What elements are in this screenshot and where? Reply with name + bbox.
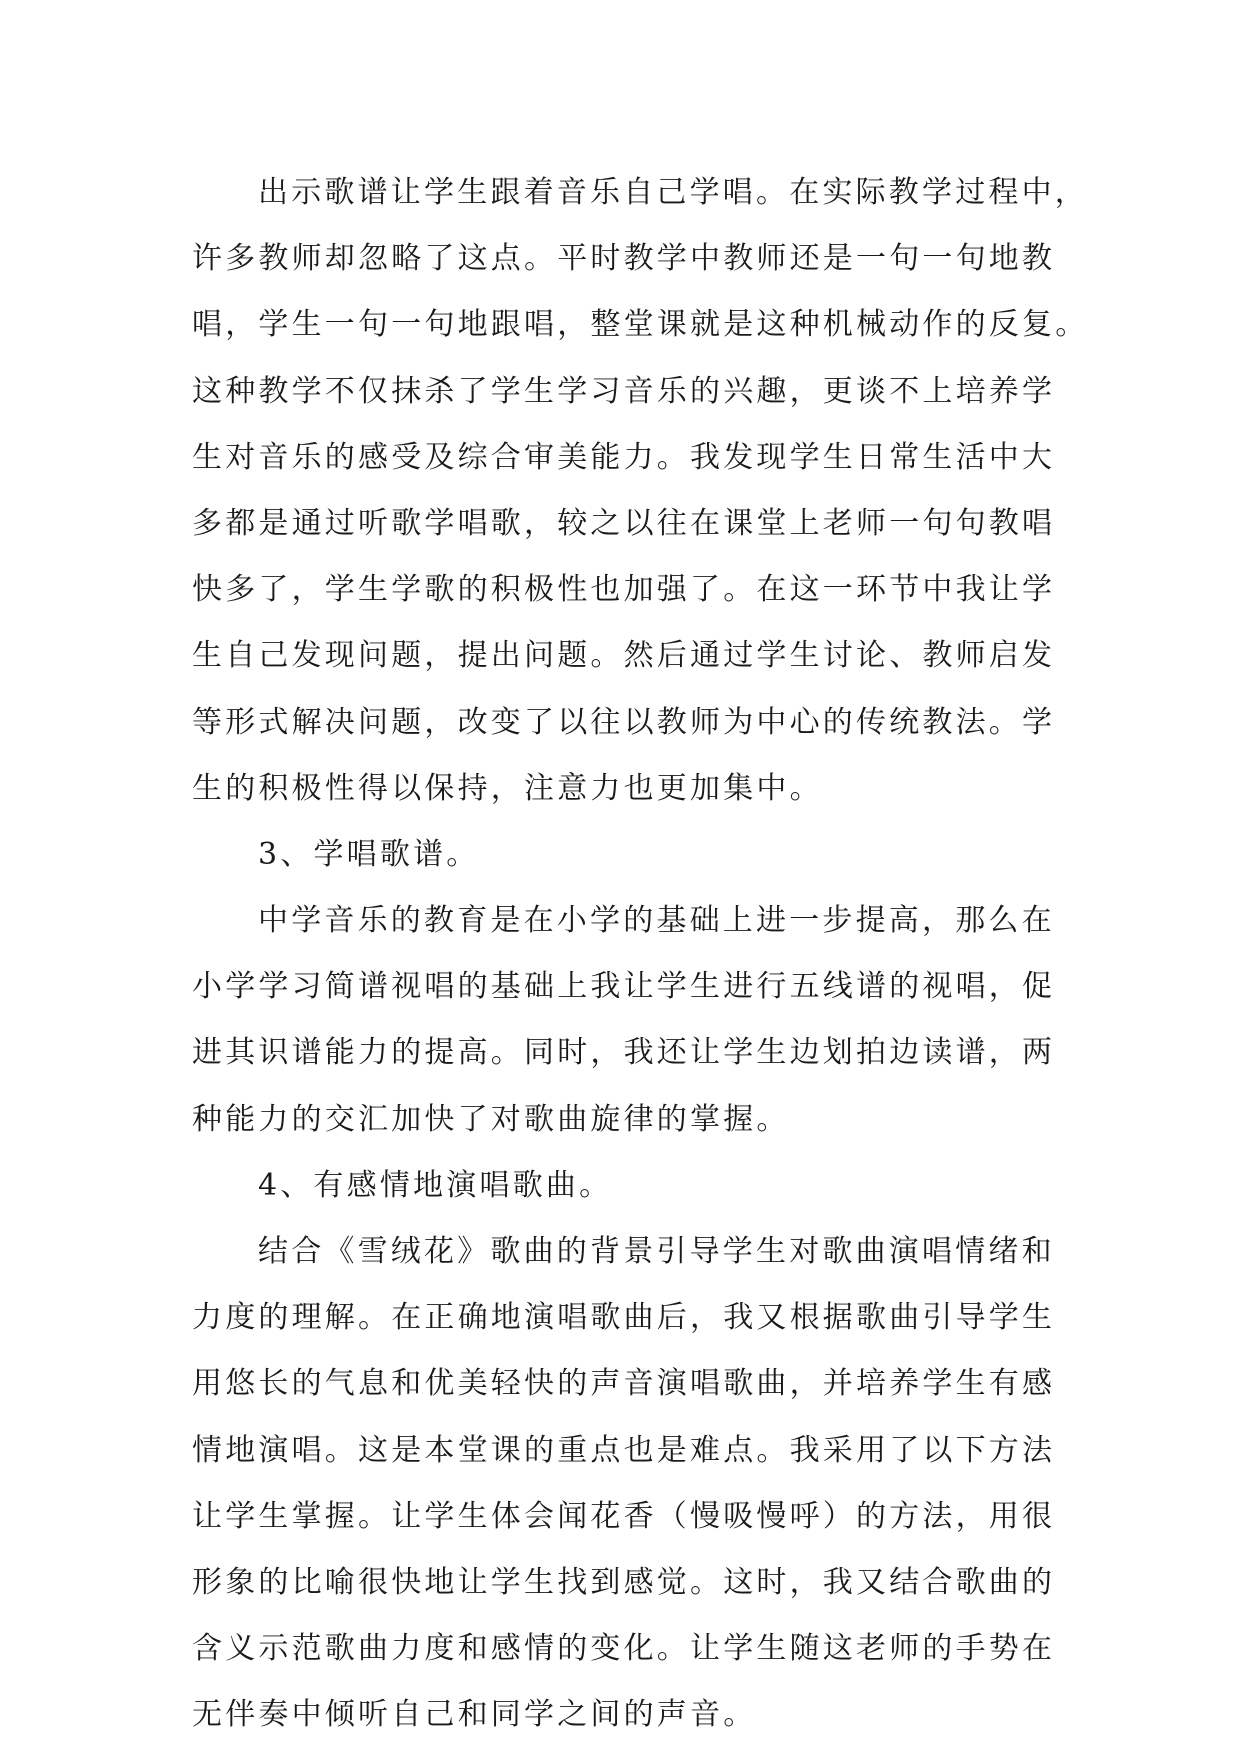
text-line: 形象的比喻很快地让学生找到感觉。这时，我又结合歌曲的 — [192, 1564, 1056, 1600]
text-line: 让学生掌握。让学生体会闻花香（慢吸慢呼）的方法，用很 — [192, 1498, 1056, 1534]
text-line: 4、有感情地演唱歌曲。 — [258, 1167, 613, 1203]
text-line: 含义示范歌曲力度和感情的变化。让学生随这老师的手势在 — [192, 1631, 1056, 1667]
text-line: 种能力的交汇加快了对歌曲旋律的掌握。 — [192, 1101, 790, 1137]
text-line: 唱，学生一句一句地跟唱，整堂课就是这种机械动作的反复。 — [192, 307, 1089, 343]
text-line: 等形式解决问题，改变了以往以教师为中心的传统教法。学 — [192, 704, 1056, 740]
text-line: 小学学习简谱视唱的基础上我让学生进行五线谱的视唱，促 — [192, 969, 1056, 1005]
text-line: 用悠长的气息和优美轻快的声音演唱歌曲，并培养学生有感 — [192, 1366, 1056, 1402]
text-line: 结合《雪绒花》歌曲的背景引导学生对歌曲演唱情绪和 — [258, 1234, 1055, 1269]
text-line: 这种教学不仅抹杀了学生学习音乐的兴趣，更谈不上培养学 — [192, 373, 1056, 409]
text-line: 生自己发现问题，提出问题。然后通过学生讨论、教师启发 — [192, 638, 1056, 674]
text-line: 快多了，学生学歌的积极性也加强了。在这一环节中我让学 — [192, 572, 1056, 608]
text-line: 进其识谱能力的提高。同时，我还让学生边划拍边读谱，两 — [192, 1035, 1056, 1071]
text-line: 力度的理解。在正确地演唱歌曲后，我又根据歌曲引导学生 — [192, 1300, 1056, 1336]
text-line: 多都是通过听歌学唱歌，较之以往在课堂上老师一句句教唱 — [192, 505, 1056, 541]
document-body — [192, 160, 1087, 1749]
text-line: 情地演唱。这是本堂课的重点也是难点。我采用了以下方法 — [192, 1432, 1056, 1468]
text-line: 3、学唱歌谱。 — [258, 836, 480, 872]
text-line: 无伴奏中倾听自己和同学之间的声音。 — [192, 1697, 757, 1733]
text-line: 许多教师却忽略了这点。平时教学中教师还是一句一句地教 — [192, 241, 1056, 277]
text-line: 出示歌谱让学生跟着音乐自己学唱。在实际教学过程中， — [258, 175, 1088, 210]
text-line: 生对音乐的感受及综合审美能力。我发现学生日常生活中大 — [192, 439, 1056, 475]
text-line: 生的积极性得以保持，注意力也更加集中。 — [192, 770, 823, 806]
text-line: 中学音乐的教育是在小学的基础上进一步提高，那么在 — [258, 903, 1055, 939]
